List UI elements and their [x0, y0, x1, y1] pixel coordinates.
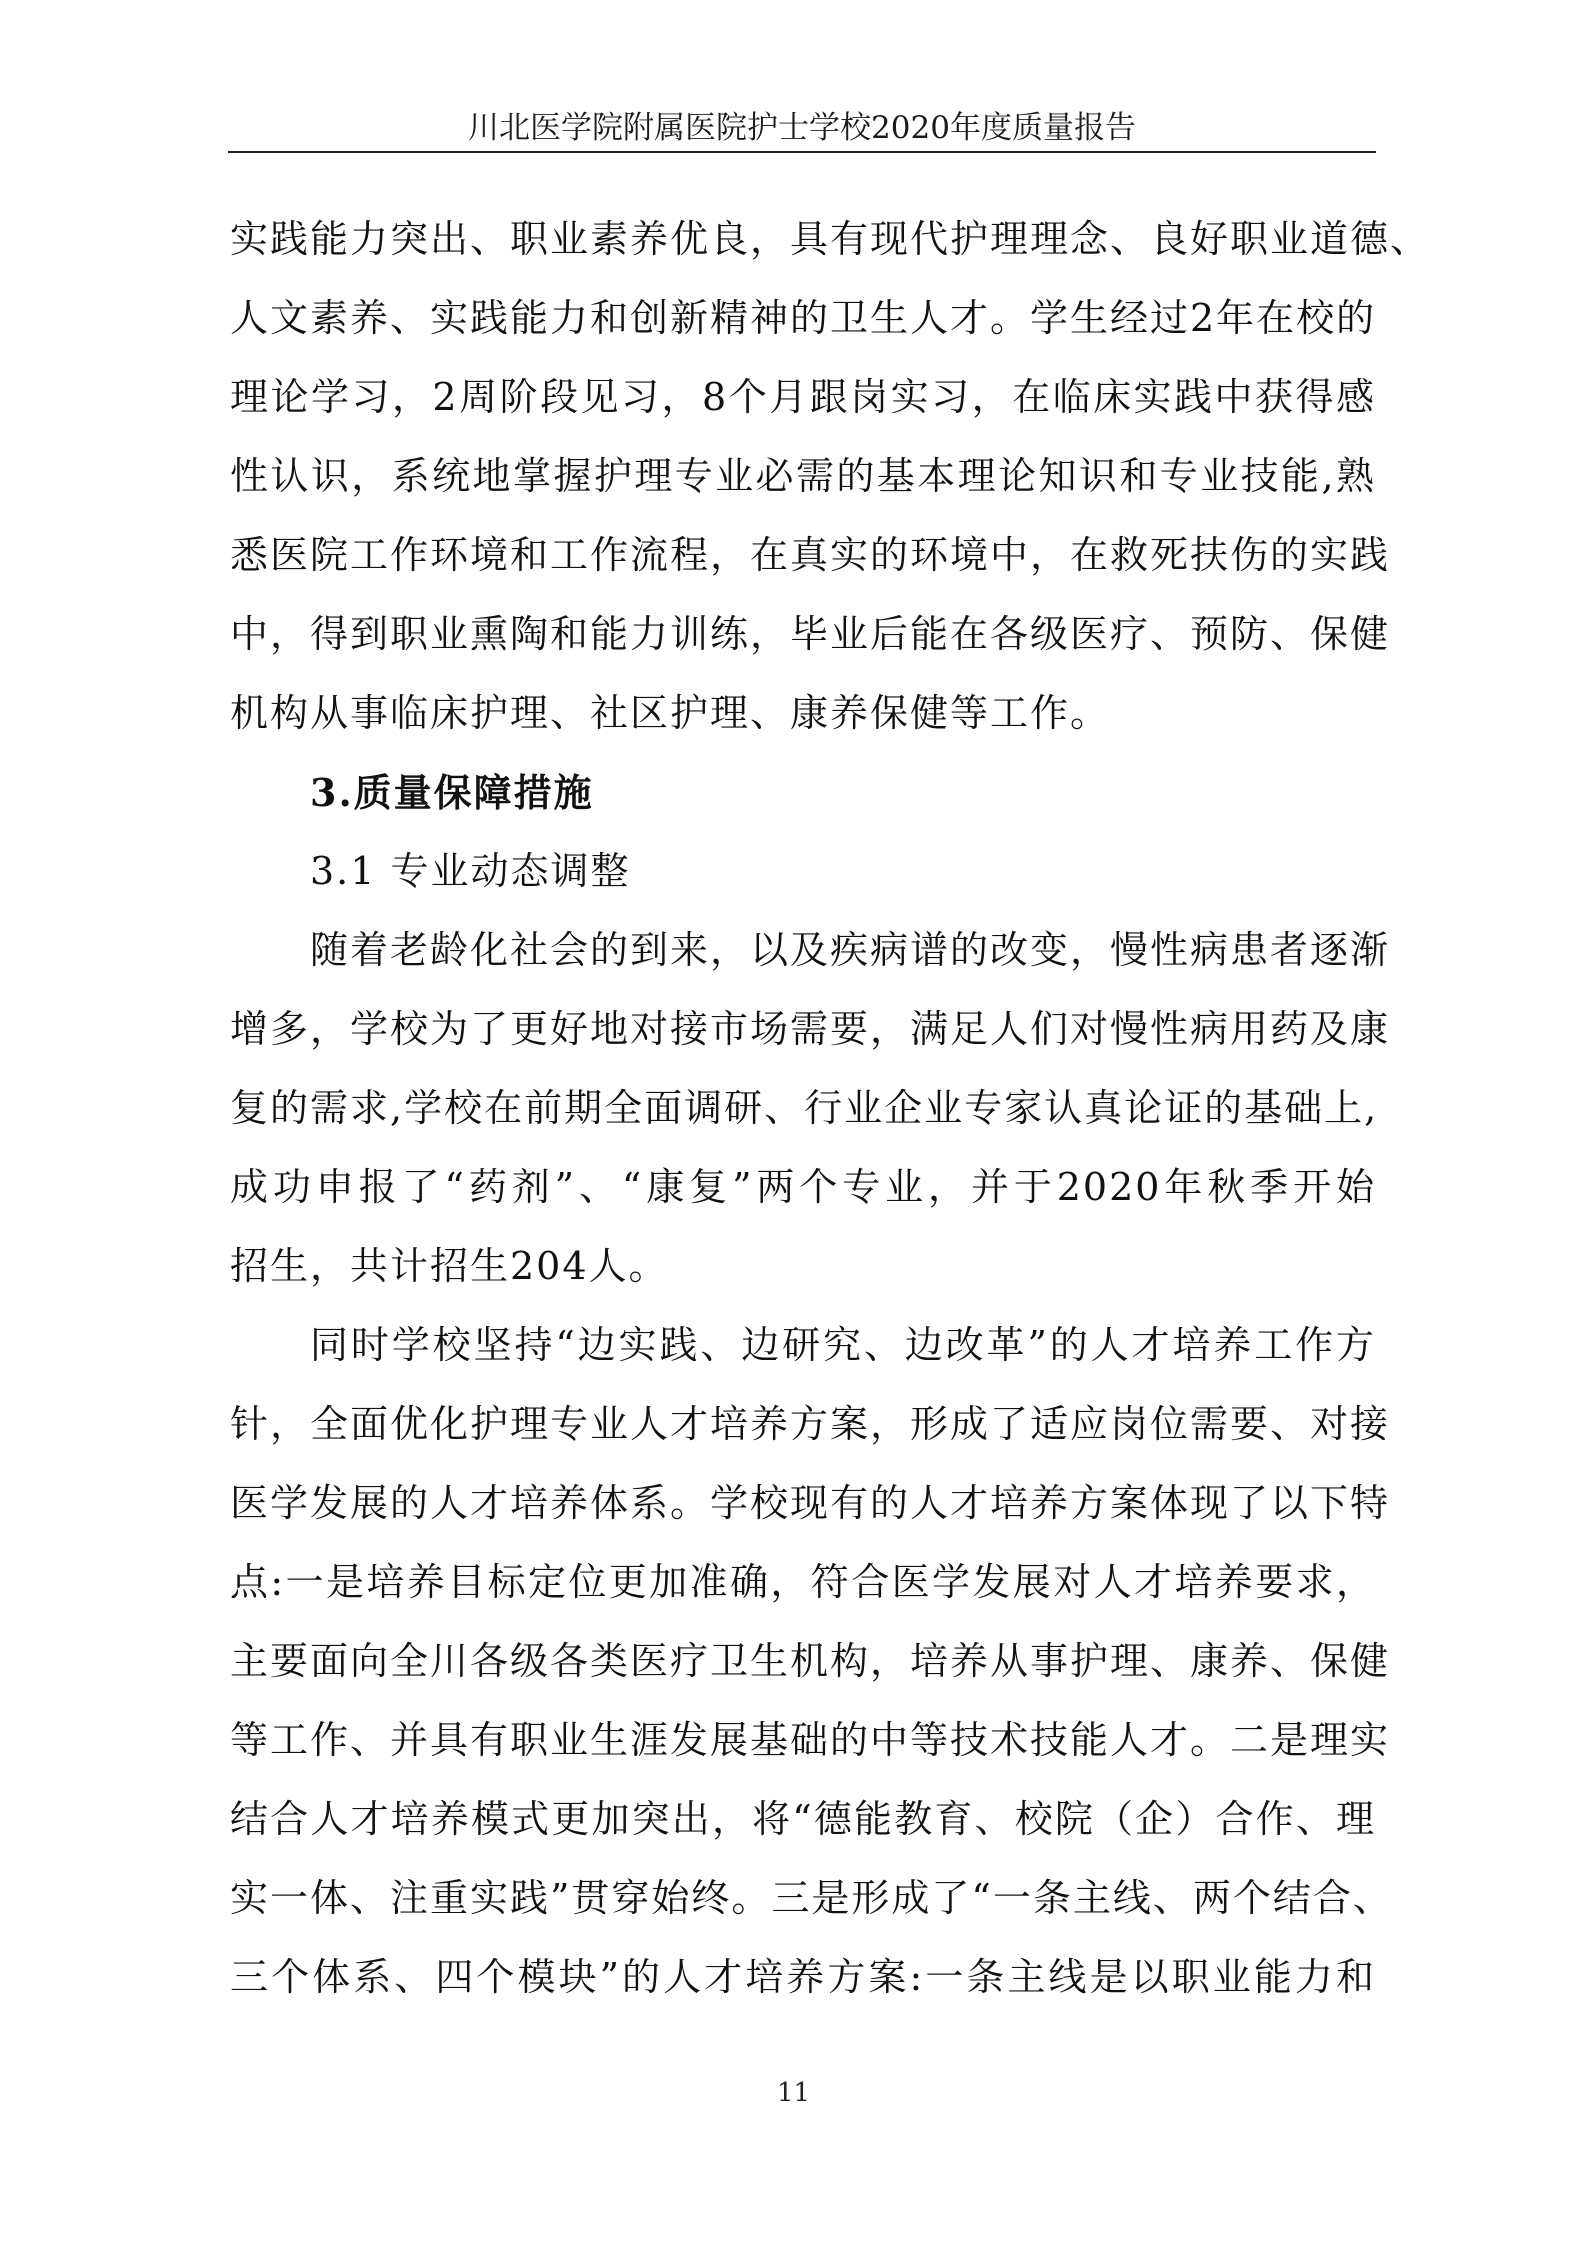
paragraph-line: 等工作、并具有职业生涯发展基础的中等技术技能人才。二是理实	[230, 1718, 1391, 1762]
paragraph-line: 性认识，系统地掌握护理专业必需的基本理论知识和专业技能,熟	[230, 454, 1376, 498]
paragraph-line: 主要面向全川各级各类医疗卫生机构，培养从事护理、康养、保健	[230, 1639, 1391, 1683]
paragraph-line: 成功申报了“药剂”、“康复”两个专业，并于2020年秋季开始	[230, 1165, 1376, 1209]
running-header: 川北医学院附属医院护士学校2020年度质量报告	[468, 110, 1136, 146]
page-number: 11	[776, 2078, 811, 2108]
paragraph-line: 实践能力突出、职业素养优良，具有现代护理理念、良好职业道德、	[230, 217, 1431, 261]
paragraph-line: 针，全面优化护理专业人才培养方案，形成了适应岗位需要、对接	[230, 1402, 1391, 1446]
paragraph-line: 复的需求,学校在前期全面调研、行业企业专家认真论证的基础上,	[230, 1086, 1379, 1130]
paragraph-line: 同时学校坚持“边实践、边研究、边改革”的人才培养工作方	[310, 1323, 1376, 1367]
paragraph-line: 实一体、注重实践”贯穿始终。三是形成了“一条主线、两个结合、	[230, 1876, 1393, 1920]
body-text	[230, 200, 1431, 2017]
paragraph-line: 悉医院工作环境和工作流程，在真实的环境中，在救死扶伤的实践	[230, 533, 1391, 577]
paragraph-line: 点:一是培养目标定位更加准确，符合医学发展对人才培养要求，	[230, 1560, 1376, 1604]
paragraph-line: 招生，共计招生204人。	[230, 1244, 669, 1288]
header-rule	[228, 151, 1376, 153]
paragraph-line: 增多，学校为了更好地对接市场需要，满足人们对慢性病用药及康	[230, 1007, 1391, 1051]
paragraph-line: 结合人才培养模式更加突出，将“德能教育、校院（企）合作、理	[230, 1797, 1376, 1841]
section-heading: 3.质量保障措施	[310, 770, 594, 815]
paragraph-line: 中，得到职业熏陶和能力训练，毕业后能在各级医疗、预防、保健	[230, 612, 1391, 656]
paragraph-line: 理论学习，2周阶段见习，8个月跟岗实习，在临床实践中获得感	[230, 375, 1376, 419]
paragraph-line: 医学发展的人才培养体系。学校现有的人才培养方案体现了以下特	[230, 1481, 1391, 1525]
paragraph-line: 机构从事临床护理、社区护理、康养保健等工作。	[230, 691, 1111, 735]
subsection-heading: 3.1 专业动态调整	[310, 849, 631, 893]
paragraph-line: 人文素养、实践能力和创新精神的卫生人才。学生经过2年在校的	[230, 296, 1377, 340]
paragraph-line: 随着老龄化社会的到来，以及疾病谱的改变，慢性病患者逐渐	[310, 928, 1391, 972]
paragraph-line: 三个体系、四个模块”的人才培养方案:一条主线是以职业能力和	[230, 1955, 1376, 1999]
